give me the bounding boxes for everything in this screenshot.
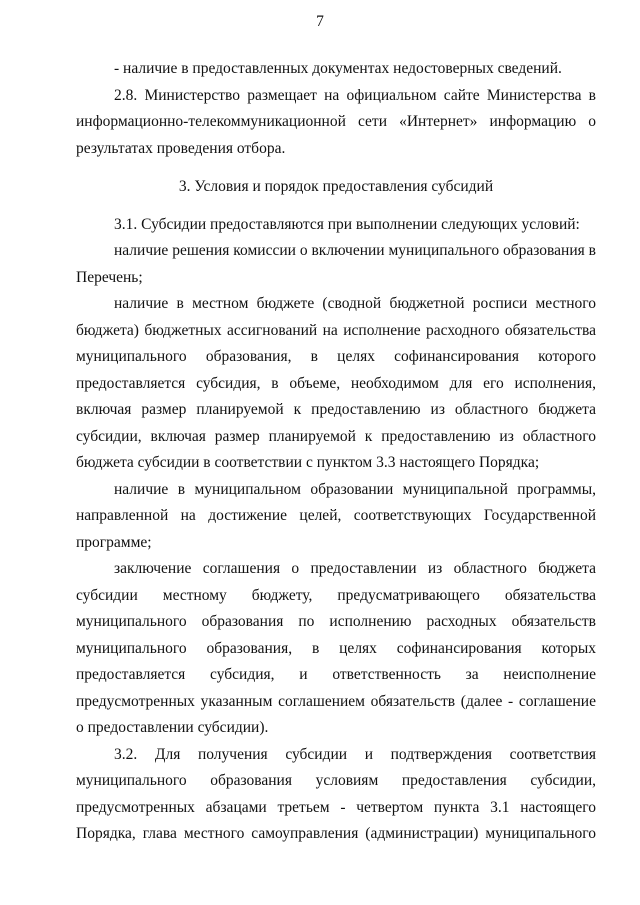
paragraph-3-2: 3.2. Для получения субсидии и подтверждения соответствия муниципального образования условиям предоставления субсидии, предусмотренных абзацами третьем - четвертом пункта 3.1 настоящего Порядка, глава местного самоуправления (администрации) муниципального — [76, 745, 596, 842]
paragraph-budget-allocations: наличие в местном бюджете (сводной бюджетной росписи местного бюджета) бюджетных ассигнований на исполнение расходного обязательства муниципального образования, в целях софинансирования которого предоставляется субсидия, в объеме, необходимом для его исполнения, включая размер планируемой к предоставлению из областного бюджета субсидии, включая размер планируемой к предоставлению из областного бюджета субсидии в соответствии с пунктом 3.3 настоящего Порядка; — [76, 295, 596, 471]
paragraph-invalid-info: - наличие в предоставленных документах недостоверных сведений. — [114, 60, 562, 77]
page-number: 7 — [316, 13, 324, 30]
paragraph-agreement: заключение соглашения о предоставлении из областного бюджета субсидии местному бюджету, предусматривающего обязательства муниципального образования по исполнению расходных обязательств муниципального образования, в целях софинансирования которых предоставляется субсидия, и ответственность за неисполнение предусмотренных указанным соглашением обязательств (далее - соглашение о предоставлении субсидии). — [76, 560, 596, 736]
paragraph-commission-decision: наличие решения комиссии о включении муниципального образования в Перечень; — [76, 242, 596, 286]
paragraph-municipal-program: наличие в муниципальном образовании муниципальной программы, направленной на достижение целей, соответствующих Государственной программе; — [76, 480, 596, 551]
paragraph-2-8: 2.8. Министерство размещает на официальном сайте Министерства в информационно-телекоммуникационной сети «Интернет» информацию о результатах проведения отбора. — [76, 86, 596, 157]
section-heading: 3. Условия и порядок предоставления субсидий — [178, 178, 494, 195]
document-body — [76, 56, 596, 848]
paragraph-3-1: 3.1. Субсидии предоставляются при выполнении следующих условий: — [114, 215, 580, 233]
